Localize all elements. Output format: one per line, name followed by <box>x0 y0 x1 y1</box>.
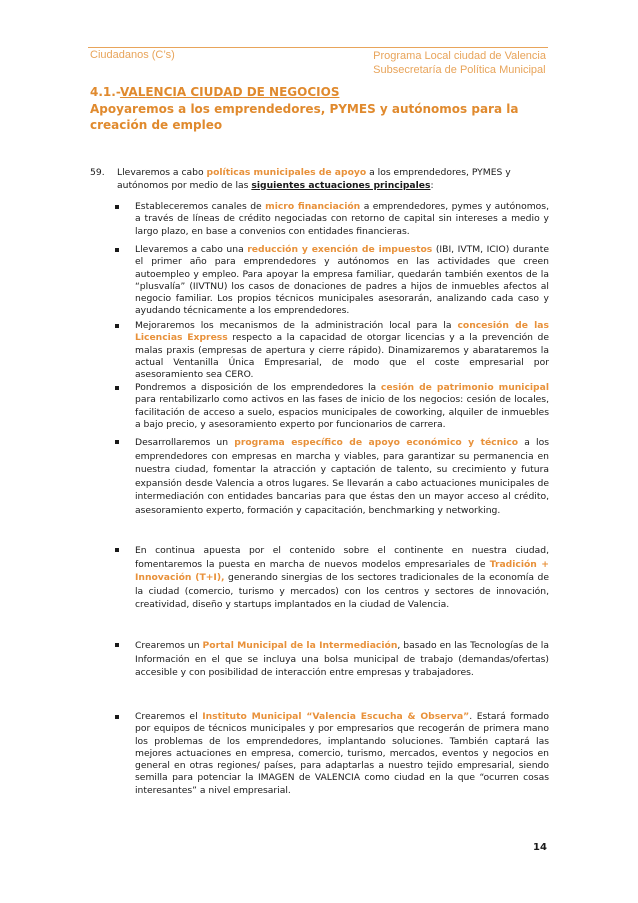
bullet-text-a: Crearemos un <box>135 640 203 651</box>
intro-text-c: : <box>430 179 434 191</box>
bullet-reduccion-impuestos <box>115 244 549 318</box>
bullet-text-a: En continua apuesta por el contenido sobre el continente en nuestra ciudad, fomentaremos la puesta en marcha de nuevos modelos empresariales de <box>135 545 549 570</box>
bullet-text-a: Mejoraremos los mecanismos de la administración local para la <box>135 320 458 331</box>
bullet-text-b: a los emprendedores con empresas en marcha y viables, para garantizar su permanencia en nuestra ciudad, fomentar la atracción y captación de talento, su crecimiento y futura expansión desde Valencia a otros lugares. Se llevarán a cabo actuaciones municipales de intermediación con entidades bancarias para que éstas den un mayor acceso al crédito, asesoramiento experto, formación y capacitación, benchmarking y networking. <box>135 437 550 516</box>
header-program-title: Programa Local ciudad de Valencia <box>373 50 546 62</box>
bullet-text-a: Desarrollaremos un <box>135 437 235 448</box>
section-title <box>90 85 339 99</box>
bullet-text-b: para rentabilizarlo como activos en las fases de inicio de los negocios: cesión de locales, facilitación de acceso a suelo, espacios municipales de coworking, alquiler de inmuebles a bajo precio, y asesoramiento experto por funcionarios de carrera. <box>135 394 549 430</box>
bullet-instituto-municipal <box>115 711 549 797</box>
page-header <box>88 47 548 76</box>
bullet-icon <box>115 386 119 390</box>
header-program-info <box>373 49 546 77</box>
bullet-text-b: (IBI, IVTM, ICIO) durante el primer año para emprendedores y autónomos en las actividades que creen autoempleo y empleo. Para apoyar la empresa familiar, quedarán también exentos de la “plusvalía” (IIVTNU) los casos de donaciones de padres a hijos de inmuebles afectos al negocio familiar. Los propios técnicos municipales asesorarán, analizando cada caso y ayudando técnicamente a los emprendedores. <box>135 244 549 317</box>
bullet-highlight: Portal Municipal de la Intermediación <box>202 640 398 651</box>
bullet-text-a: Pondremos a disposición de los emprendedores la <box>135 382 381 393</box>
bullet-micro-financiacion <box>115 201 549 238</box>
bullet-text-a: Crearemos el <box>135 711 203 722</box>
section-title-text: VALENCIA CIUDAD DE NEGOCIOS <box>119 85 340 99</box>
bullet-text <box>135 711 549 797</box>
measure-text <box>117 167 550 192</box>
bullet-highlight: concesión de las Licencias Express <box>135 320 549 344</box>
bullet-highlight: Instituto Municipal “Valencia Escucha & Observa” <box>202 711 470 722</box>
bullet-icon <box>115 205 119 209</box>
section-title-prefix: 4.1.- <box>90 85 120 99</box>
bullet-icon <box>115 643 119 647</box>
page-number: 14 <box>533 842 547 853</box>
bullet-text-b: , basado en las Tecnologías de la Información en el que se incluya una bolsa municipal de trabajo (demandas/ofertas) accesible y con posibilidad de interacción entre empresas y trabajadores. <box>135 640 549 679</box>
bullet-text-a: Llevaremos a cabo una <box>135 244 248 255</box>
bullet-text-a: Estableceremos canales de <box>135 201 266 212</box>
bullet-highlight: cesión de patrimonio municipal <box>380 382 549 393</box>
header-subsecretariat: Subsecretaría de Política Municipal <box>373 64 546 76</box>
bullet-text-b: . Estará formado por equipos de técnicos municipales y por empresarios que recogerán de primera mano los problemas de los emprendedores, implantando soluciones. También captará las mejores actuaciones en empresa, comercio, turismo, mercados, eventos y negocios en general en otras regiones/ países, para adaptarlas a nuestro tejido empresarial, siendo semilla para potenciar la IMAGEN de VALENCIA como ciudad en la que “ocurren cosas interesantes” a nivel empresarial. <box>135 711 549 796</box>
intro-text-a: Llevaremos a cabo <box>117 167 207 178</box>
bullet-highlight: programa específico de apoyo económico y técnico <box>234 437 519 448</box>
measure-59 <box>90 167 550 192</box>
bullet-text <box>135 244 549 318</box>
intro-highlight: políticas municipales de apoyo <box>206 167 367 178</box>
bullet-text <box>135 201 549 238</box>
bullet-icon <box>115 248 119 252</box>
bullet-highlight: Tradición + Innovación (T+I), <box>135 558 550 584</box>
bullet-licencias-express <box>115 320 549 381</box>
bullet-highlight: micro financiación <box>265 201 361 212</box>
section-subtitle: Apoyaremos a los emprendedores, PYMES y autónomos para la creación de empleo <box>90 102 519 132</box>
bullet-icon <box>115 548 119 552</box>
bullet-portal-intermediacion <box>115 639 549 680</box>
bullet-cesion-patrimonio <box>115 382 549 431</box>
bullet-tradicion-innovacion <box>115 544 549 612</box>
bullet-text <box>135 436 549 518</box>
bullet-text-b: respecto a la capacidad de otorgar licencias y a la prevención de malas praxis (empresas de apertura y cierre rápido). Dinamizaremos y abarataremos la actual Ventanilla Única Empresarial, de modo que el coste empresarial por asesoramiento sea CERO. <box>135 332 549 381</box>
bullet-icon <box>115 324 119 328</box>
bullet-programa-apoyo <box>115 436 549 518</box>
intro-underlined: siguientes actuaciones principales <box>251 179 431 191</box>
header-party-name: Ciudadanos (C’s) <box>90 49 175 61</box>
bullet-text-b: generando sinergias de los sectores tradicionales de la economía de la ciudad (comercio, turismo y mercados) con los centros y sectores de innovación, creatividad, diseño y startups implantados en la ciudad de Valencia. <box>135 572 549 611</box>
measure-number: 59. <box>90 167 105 178</box>
bullet-highlight: reducción y exención de impuestos <box>247 244 433 255</box>
bullet-text <box>135 639 549 680</box>
bullet-text <box>135 544 549 612</box>
bullet-text <box>135 320 549 381</box>
bullet-icon <box>115 440 119 444</box>
bullet-icon <box>115 715 119 719</box>
bullet-text <box>135 382 549 431</box>
intro-text-b: a los emprendedores, PYMES y autónomos por medio de las <box>117 167 511 191</box>
bullet-text-b: a emprendedores, pymes y autónomos, a través de líneas de crédito negociadas con retorno de capital sin intereses a medio y largo plazo, en base a convenios con entidades financieras. <box>135 201 549 237</box>
